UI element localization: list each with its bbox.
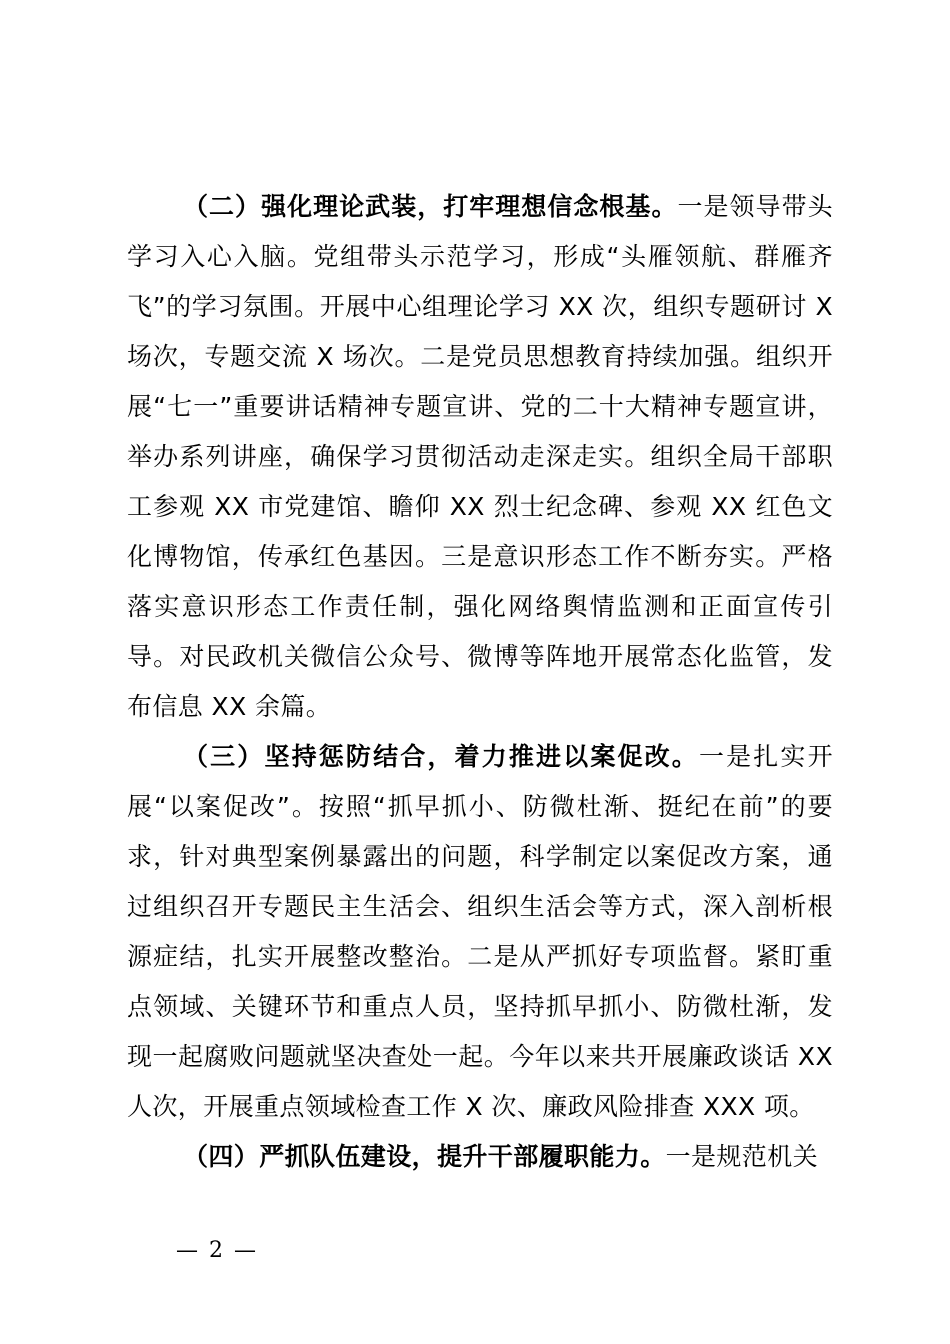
paragraph-text: 一是领导带头学习入心入脑。党组带头示范学习，形成“头雁领航、群雁齐飞”的学习氛围。开展中心组理论学习 XX 次，组织专题研讨 X 场次，专题交流 X 场次。二是党员思想教育持续加强。组织开展“七一”重要讲话精神专题宣讲、党的二十大精神专题宣讲，举办系列讲座，确保学习贯彻活动走深走实。组织全局干部职工参观 XX 市党建馆、瞻仰 XX 烈士纪念碑、参观 XX 红色文化博物馆，传承红色基因。三是意识形态工作不断夯实。严格落实意识形态工作责任制，强化网络舆情监测和正面宣传引导。对民政机关微信公众号、微博等阵地开展常态化监管，发布信息 XX 余篇。: [127, 192, 833, 721]
paragraph-punishment-prevention: [127, 732, 833, 1132]
document-body: [127, 182, 833, 1182]
paragraph-heading: （二）强化理论武装，打牢理想信念根基。: [183, 192, 678, 221]
paragraph-text: 一是规范机关: [665, 1142, 819, 1171]
paragraph-heading: （三）坚持惩防结合，着力推进以案促改。: [183, 742, 699, 771]
paragraph-team-building: [127, 1132, 833, 1182]
paragraph-theory-arming: [127, 182, 833, 732]
paragraph-text: 一是扎实开展“以案促改”。按照“抓早抓小、防微杜渐、挺纪在前”的要求，针对典型案例暴露出的问题，科学制定以案促改方案，通过组织召开专题民主生活会、组织生活会等方式，深入剖析根源症结，扎实开展整改整治。二是从严抓好专项监督。紧盯重点领域、关键环节和重点人员，坚持抓早抓小、防微杜渐，发现一起腐败问题就坚决查处一起。今年以来共开展廉政谈话 XX 人次，开展重点领域检查工作 X 次、廉政风险排查 XXX 项。: [127, 742, 833, 1121]
page-number: — 2 —: [176, 1238, 258, 1263]
paragraph-heading: （四）严抓队伍建设，提升干部履职能力。: [183, 1142, 666, 1171]
